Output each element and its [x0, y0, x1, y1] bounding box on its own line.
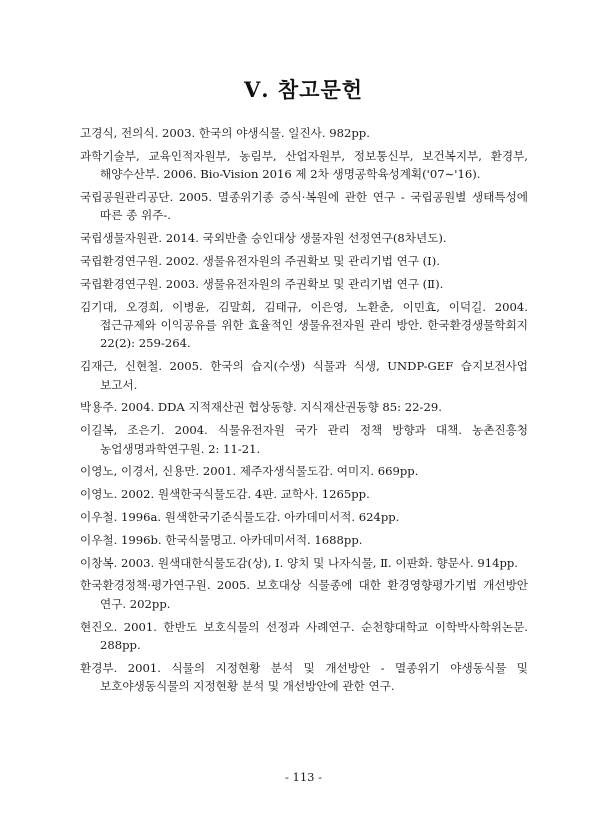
- reference-entry: 국립공원관리공단. 2005. 멸종위기종 증식·복원에 관한 연구 - 국립공원별 생태특성에 따른 종 위주-.: [80, 190, 528, 223]
- reference-entry: 김기대, 오경희, 이병윤, 김말희, 김태규, 이은영, 노환춘, 이민효, 이덕길. 2004. 접근규제와 이익공유를 위한 효율적인 생물유전자원 관리 방안. 한국환경생물학회지 22(2): 259-264.: [80, 299, 528, 351]
- page-number: - 113 -: [284, 770, 323, 784]
- reference-entry: 국립환경연구원. 2002. 생물유전자원의 주권확보 및 관리기법 연구 (Ⅰ).: [80, 254, 440, 268]
- reference-entry: 이우철. 1996a. 원색한국기준식물도감. 아카데미서적. 624pp.: [80, 510, 400, 524]
- reference-entry: 이우철. 1996b. 한국식물명고. 아카데미서적. 1688pp.: [80, 532, 363, 547]
- reference-entry: 김재근, 신현철. 2005. 한국의 습지(수생) 식물과 식생, UNDP-GEF 습지보전사업 보고서.: [80, 359, 528, 392]
- reference-list: [80, 124, 528, 700]
- page-title: Ⅴ. 참고문헌: [243, 77, 364, 103]
- reference-entry: 국립환경연구원. 2003. 생물유전자원의 주권확보 및 관리기법 연구 (Ⅱ).: [80, 276, 444, 291]
- reference-entry: 현진오. 2001. 한반도 보호식물의 선정과 사례연구. 순천향대학교 이학박사학위논문. 288pp.: [80, 619, 528, 652]
- reference-entry: 이길복, 조은기. 2004. 식물유전자원 국가 관리 정책 방향과 대책. 농촌진흥청 농업생명과학연구원. 2: 11-21.: [80, 423, 528, 456]
- reference-entry: 이창복. 2003. 원색대한식물도감(상), Ⅰ. 양치 및 나자식물, Ⅱ. 이판화. 향문사. 914pp.: [80, 555, 518, 570]
- reference-entry: 고경식, 전의식. 2003. 한국의 야생식물. 일진사. 982pp.: [80, 126, 370, 140]
- reference-entry: 국립생물자원관. 2014. 국외반출 승인대상 생물자원 선정연구(8차년도).: [80, 231, 447, 246]
- reference-entry: 한국환경정책·평가연구원. 2005. 보호대상 식물종에 대한 환경영향평가기법 개선방안 연구. 202pp.: [80, 578, 528, 611]
- reference-entry: 이영노, 이경서, 신용만. 2001. 제주자생식물도감. 여미지. 669pp.: [80, 464, 419, 479]
- reference-entry: 이영노. 2002. 원색한국식물도감. 4판. 교학사. 1265pp.: [80, 487, 370, 502]
- reference-entry: 과학기술부, 교육인적자원부, 농림부, 산업자원부, 정보통신부, 보건복지부, 환경부, 해양수산부. 2006. Bio-Vision 2016 제 2차 생명공학육성계획('07∼'16).: [80, 148, 528, 182]
- reference-entry: 박용주. 2004. DDA 지적재산권 협상동향. 지식재산권동향 85: 22-29.: [80, 400, 442, 415]
- reference-entry: 환경부. 2001. 식물의 지정현황 분석 및 개선방안 - 멸종위기 야생동식물 및 보호야생동식물의 지정현황 분석 및 개선방안에 관한 연구.: [80, 660, 528, 694]
